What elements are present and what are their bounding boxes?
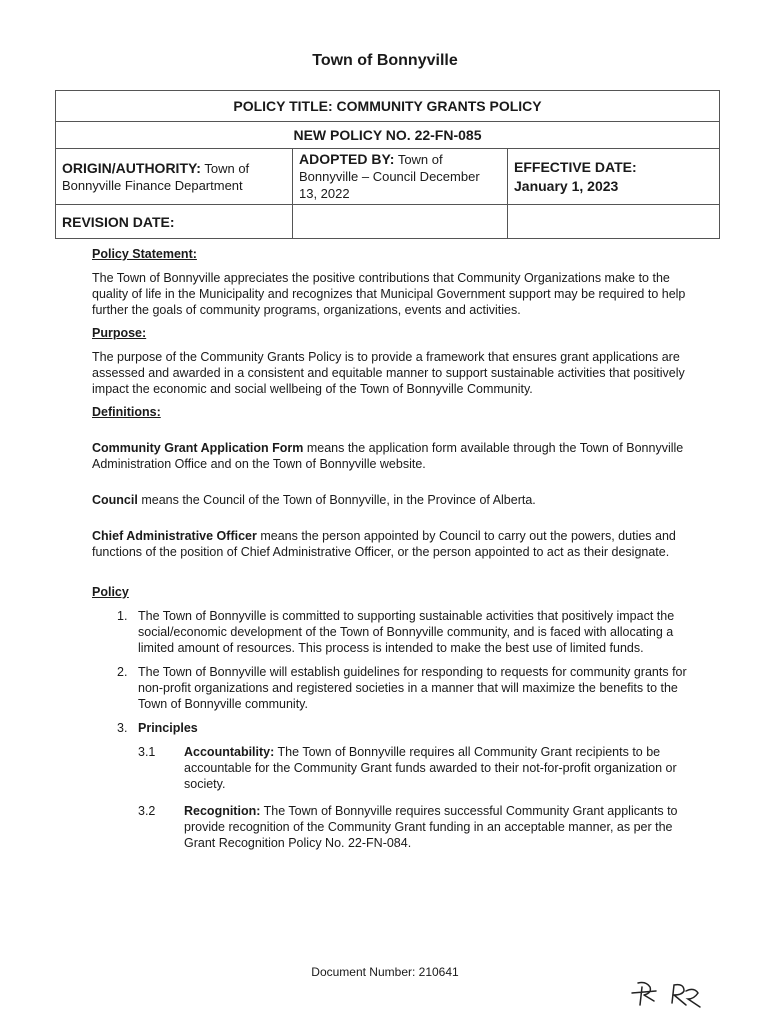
policy-title: POLICY TITLE: COMMUNITY GRANTS POLICY bbox=[56, 91, 720, 122]
purpose-heading: Purpose: bbox=[92, 326, 147, 340]
policy-body bbox=[92, 246, 692, 851]
policy-statement-heading: Policy Statement: bbox=[92, 247, 197, 261]
document-title: Town of Bonnyville bbox=[312, 52, 458, 69]
adopted-value: Town of Bonnyville – Council December 13, 2022 bbox=[299, 152, 480, 201]
policy-item-text: The Town of Bonnyville will establish guidelines for responding to requests for community grants for non-profit organizations and registered societies in a manner that will maximize the benefits to the Town of Bonnyville community. bbox=[138, 665, 687, 711]
origin-cell bbox=[56, 149, 293, 205]
handwritten-initials bbox=[628, 977, 708, 1009]
origin-label: ORIGIN/AUTHORITY: bbox=[62, 159, 201, 176]
policy-statement-text: The Town of Bonnyville appreciates the positive contributions that Community Organizations make to the quality of life in the Municipality and recognizes that Municipal Government support may be required to help further the goals of community programs, organizations, events and activities. bbox=[92, 271, 686, 317]
definition-item bbox=[92, 440, 692, 472]
policy-item bbox=[92, 608, 692, 656]
principle-number: 3.2 bbox=[138, 804, 156, 818]
policy-item bbox=[92, 664, 692, 712]
principle-item bbox=[92, 803, 692, 851]
effective-label: EFFECTIVE DATE: bbox=[514, 158, 637, 175]
policy-title-row bbox=[56, 91, 720, 122]
policy-item-number: 1. bbox=[117, 609, 128, 623]
policy-header-table bbox=[55, 90, 720, 239]
policy-item-principles bbox=[92, 720, 692, 736]
policy-item-number: 2. bbox=[117, 665, 128, 679]
principle-item bbox=[92, 744, 692, 792]
principle-number: 3.1 bbox=[138, 745, 156, 759]
purpose-text: The purpose of the Community Grants Policy is to provide a framework that ensures grant applications are assessed and awarded in a consistent and equitable manner to support sustainable activities that positively impact the economic and social wellbeing of the Town of Bonnyville Community. bbox=[92, 350, 685, 396]
effective-cell bbox=[508, 149, 720, 205]
definition-item bbox=[92, 528, 692, 560]
adopted-cell bbox=[293, 149, 508, 205]
policy-details-row bbox=[56, 149, 720, 205]
principle-text: The Town of Bonnyville requires successful Community Grant applicants to provide recognition of the Community Grant funding in an acceptable manner, as per the Grant Recognition Policy No. 22-FN-084. bbox=[184, 804, 678, 850]
adopted-label: ADOPTED BY: bbox=[299, 151, 395, 167]
policy-number-row bbox=[56, 122, 720, 149]
revision-empty-cell-1 bbox=[293, 205, 508, 239]
revision-label: REVISION DATE: bbox=[56, 205, 293, 239]
definition-text: means the application form available through the Town of Bonnyville Administration Office and on the Town of Bonnyville website. bbox=[92, 441, 684, 471]
definition-item bbox=[92, 492, 692, 508]
definition-text: means the person appointed by Council to carry out the powers, duties and functions of the position of Chief Administrative Officer, or the person appointed to act as their designate. bbox=[92, 529, 676, 559]
document-number: Document Number: 210641 bbox=[311, 965, 459, 979]
principle-text: The Town of Bonnyville requires all Community Grant recipients to be accountable for the Community Grant funds awarded to their not-for-profit organization or society. bbox=[184, 745, 677, 791]
definition-text: means the Council of the Town of Bonnyville, in the Province of Alberta. bbox=[141, 493, 536, 507]
definition-term: Council bbox=[92, 493, 138, 507]
policy-list bbox=[92, 608, 692, 736]
revision-row bbox=[56, 205, 720, 239]
policy-item-number: 3. bbox=[117, 721, 128, 735]
policy-heading: Policy bbox=[92, 585, 129, 599]
origin-value: Town of Bonnyville Finance Department bbox=[62, 160, 250, 193]
definitions-heading: Definitions: bbox=[92, 405, 161, 419]
definition-term: Chief Administrative Officer bbox=[92, 529, 257, 543]
principle-term: Accountability: bbox=[184, 745, 275, 759]
policy-number: NEW POLICY NO. 22-FN-085 bbox=[56, 122, 720, 149]
effective-value: January 1, 2023 bbox=[514, 177, 619, 194]
policy-item-text: The Town of Bonnyville is committed to supporting sustainable activities that positively impact the social/economic development of the Town of Bonnyville community, and is faced with allocating a limited amount of resources. This process is intended to make the best use of limited funds. bbox=[138, 609, 675, 655]
principle-term: Recognition: bbox=[184, 804, 261, 818]
revision-empty-cell-2 bbox=[508, 205, 720, 239]
principles-title: Principles bbox=[138, 721, 198, 735]
definition-term: Community Grant Application Form bbox=[92, 441, 304, 455]
